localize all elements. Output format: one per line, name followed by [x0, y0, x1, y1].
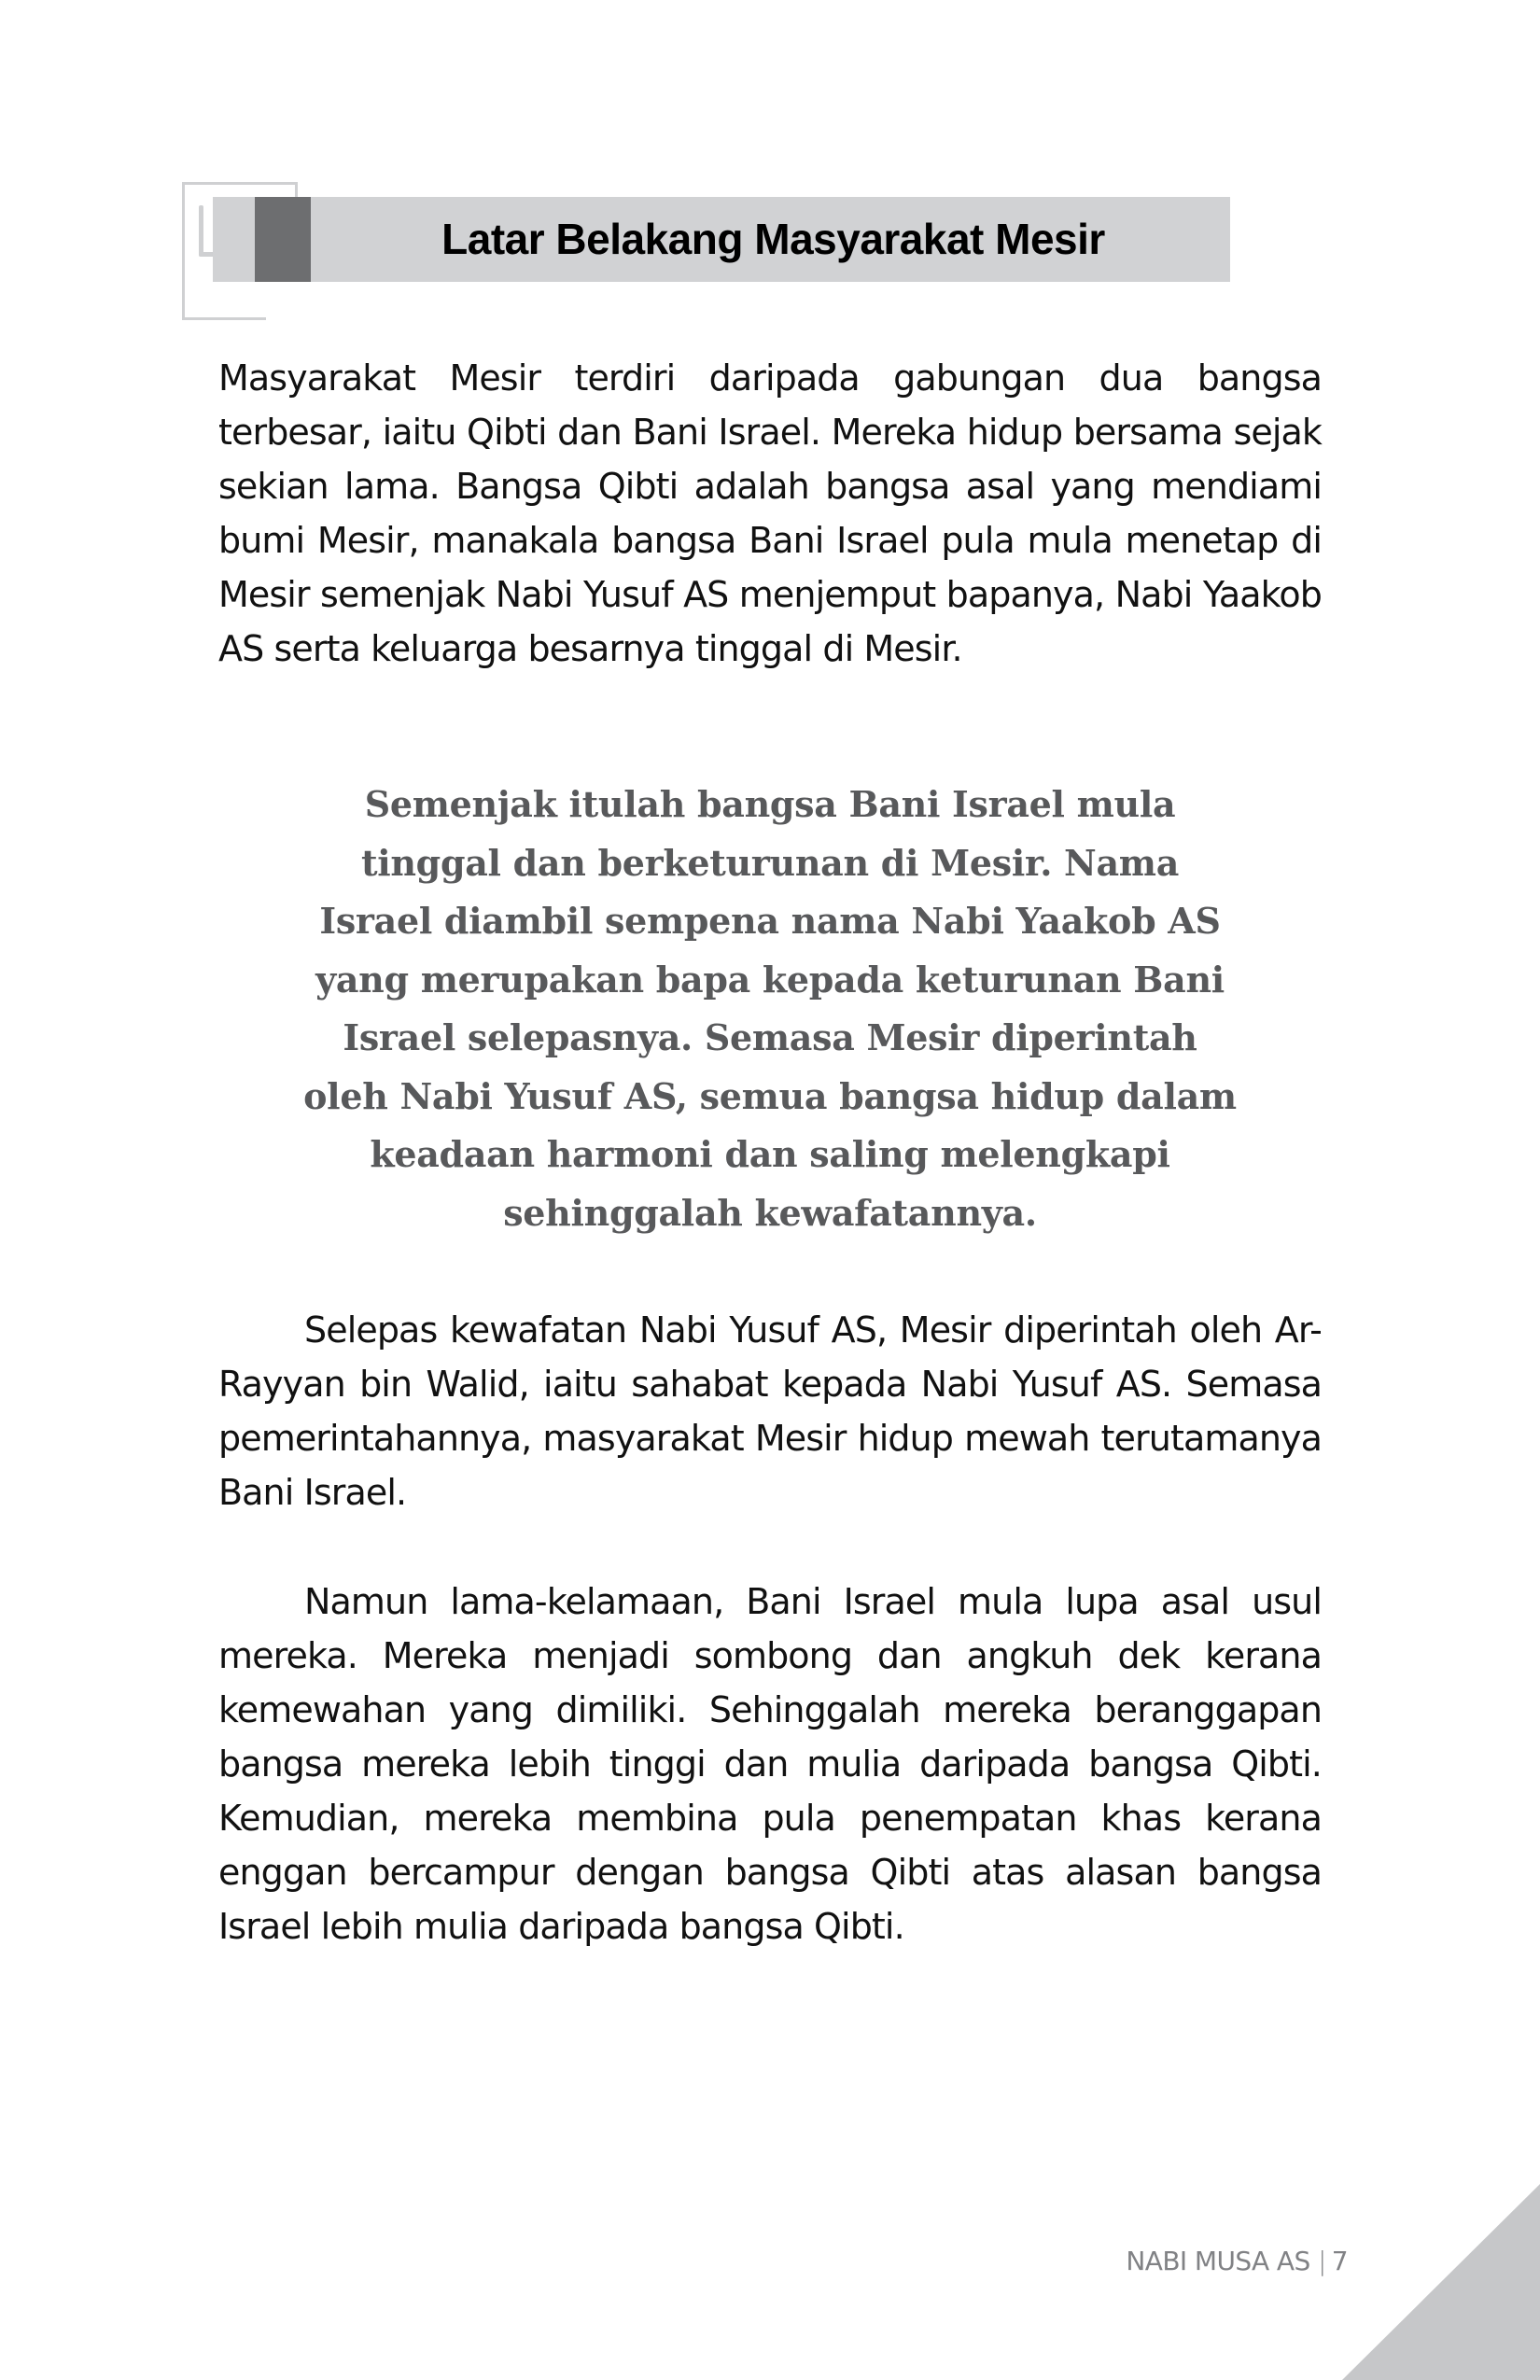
page-footer [1083, 2247, 1348, 2276]
page-number: 7 [1331, 2246, 1348, 2276]
header-bracket-outer-bottom [182, 317, 266, 320]
section-title: Latar Belakang Masyarakat Mesir [441, 215, 1105, 263]
pull-quote-line: tinggal dan berketurunan di Mesir. Nama [360, 841, 1180, 884]
pull-quote-line: Israel selepasnya. Semasa Mesir diperintah [343, 1016, 1197, 1058]
footer-separator: | [1317, 2246, 1326, 2276]
pull-quote-line: Israel diambil sempena nama Nabi Yaakob AS [319, 900, 1221, 942]
section-title-accent-block [255, 197, 311, 282]
corner-triangle-decoration [1342, 2184, 1540, 2380]
pull-quote-line: yang merupakan bapa kepada keturunan Bani [315, 958, 1225, 1001]
pull-quote-line: Semenjak itulah bangsa Bani Israel mula [364, 783, 1176, 825]
pull-quote-line: sehinggalah kewafatannya. [503, 1191, 1037, 1234]
running-title: NABI MUSA AS [1126, 2246, 1310, 2276]
header-bracket-inner [199, 205, 203, 257]
body-paragraph-2: Selepas kewafatan Nabi Yusuf AS, Mesir diperintah oleh Ar-Rayyan bin Walid, iaitu sahabat kepada Nabi Yusuf AS. Semasa pemerintahannya, masyarakat Mesir hidup mewah terutamanya Bani Israel. [218, 1309, 1322, 1513]
pull-quote-line: oleh Nabi Yusuf AS, semua bangsa hidup dalam [303, 1074, 1237, 1117]
pull-quote-line: keadaan harmoni dan saling melengkapi [370, 1133, 1170, 1175]
body-paragraph-3: Namun lama-kelamaan, Bani Israel mula lupa asal usul mereka. Mereka menjadi sombong dan angkuh dek kerana kemewahan yang dimiliki. Sehinggalah mereka beranggapan bangsa mereka lebih tinggi dan mulia daripada bangsa Qibti. Kemudian, mereka membina pula penempatan khas kerana enggan bercampur dengan bangsa Qibti atas alasan bangsa Israel lebih mulia daripada bangsa Qibti. [218, 1581, 1322, 1947]
pull-quote [245, 776, 1295, 1242]
body-paragraph-1: Masyarakat Mesir terdiri daripada gabungan dua bangsa terbesar, iaitu Qibti dan Bani Israel. Mereka hidup bersama sejak sekian lama. Bangsa Qibti adalah bangsa asal yang mendiami bumi Mesir, manakala bangsa Bani Israel pula mula menetap di Mesir semenjak Nabi Yusuf AS menjemput bapanya, Nabi Yaakob AS serta keluarga besarnya tinggal di Mesir. [218, 357, 1322, 669]
